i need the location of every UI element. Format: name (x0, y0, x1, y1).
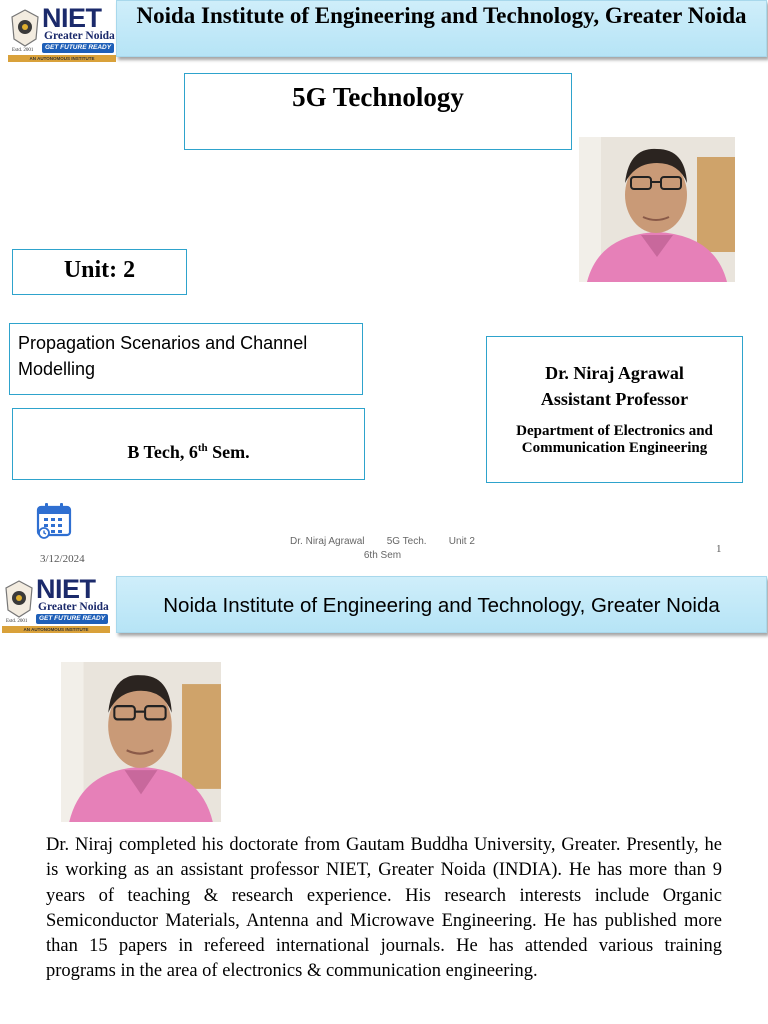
logo-autonomous: AN AUTONOMOUS INSTITUTE (8, 55, 116, 62)
header-banner-2 (116, 576, 767, 633)
seal-icon-2 (4, 580, 34, 618)
program-box (12, 408, 365, 480)
faculty-department: Department of Electronics and Communication Engineering (516, 423, 713, 456)
logo-city-2: Greater Noida (38, 601, 109, 613)
header-title-2: Noida Institute of Engineering and Technology, Greater Noida (163, 594, 720, 617)
course-title-box (184, 73, 572, 150)
logo-text: NIET (42, 3, 102, 33)
niet-logo (8, 3, 116, 61)
logo-tagline: GET FUTURE READY (42, 43, 114, 53)
logo-autonomous-2: AN AUTONOMOUS INSTITUTE (2, 626, 110, 633)
bio-paragraph: Dr. Niraj completed his doctorate from Gautam Buddha University, Greater. Presently, he is working as an assistant professor NIET, Greater Noida (INDIA). He has more than 9 years of teaching & research experience. His research interests include Organic Semiconductor Materials, Antenna and Microwave Engineering. He has published more than 15 papers in refereed international journals. He has attended various training programs in the area of electronics & communication engineering. (46, 835, 722, 982)
footer-line1: Dr. Niraj Agrawal 5G Tech. Unit 2 (290, 536, 475, 547)
niet-logo-2 (2, 574, 110, 632)
unit-label: Unit: 2 (63, 257, 136, 283)
topic-text: Propagation Scenarios and Channel Modelling (18, 333, 308, 379)
logo-tagline-2: GET FUTURE READY (36, 614, 108, 624)
logo-city: Greater Noida (44, 30, 115, 42)
course-title: 5G Technology (292, 82, 464, 112)
faculty-photo-2 (61, 662, 221, 822)
header-banner (116, 0, 767, 57)
page-number: 1 (716, 543, 722, 555)
logo-estd-2: Estd. 2001 (6, 619, 28, 624)
faculty-designation: Assistant Professor (540, 389, 689, 409)
footer-date: 3/12/2024 (40, 553, 85, 565)
program-suffix: Sem. (207, 442, 250, 462)
header-title: Noida Institute of Engineering and Technology, Greater Noida (136, 3, 747, 28)
footer-line2: 6th Sem (363, 550, 402, 561)
topic-box (9, 323, 363, 395)
seal-icon (10, 9, 40, 47)
calendar-icon (36, 502, 72, 540)
faculty-photo (579, 137, 735, 282)
faculty-name: Dr. Niraj Agrawal (545, 363, 684, 383)
program-superscript: th (197, 442, 208, 454)
logo-estd: Estd. 2001 (12, 48, 34, 53)
logo-text-2: NIET (36, 574, 96, 604)
unit-box (12, 249, 187, 295)
program-prefix: B Tech, 6 (127, 442, 198, 462)
faculty-box (486, 336, 743, 483)
footer-center (250, 535, 515, 563)
